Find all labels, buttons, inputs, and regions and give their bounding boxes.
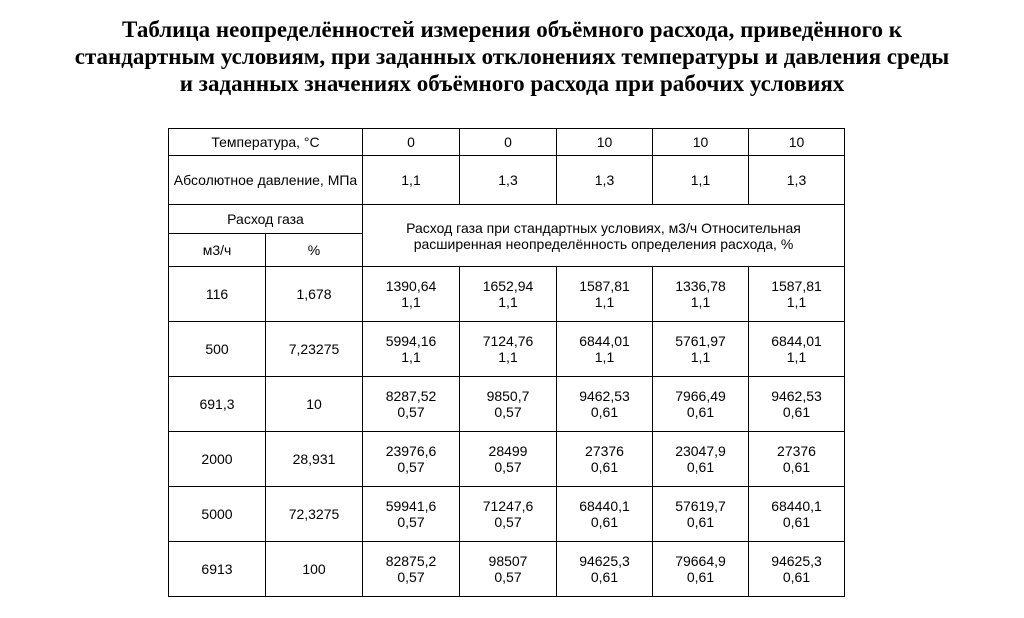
- result-cell: [557, 377, 653, 432]
- standard-flow-value: 6844,01: [579, 333, 630, 349]
- temperature-value: 10: [557, 129, 653, 156]
- uncertainty-value: 1,1: [594, 294, 615, 310]
- standard-flow-value: 28499: [488, 443, 528, 459]
- data-rows: [169, 267, 845, 597]
- result-cell: [653, 487, 749, 542]
- uncertainty-value: 0,61: [590, 569, 619, 585]
- flow-percent: 1,678: [266, 267, 363, 322]
- uncertainty-value: 1,1: [498, 349, 518, 365]
- result-cell: [460, 267, 557, 322]
- pressure-value: 1,3: [460, 156, 557, 205]
- uncertainty-value: 0,57: [494, 569, 522, 585]
- pressure-row: [169, 156, 845, 205]
- result-cell: [557, 542, 653, 597]
- title-line: стандартным условиям, при заданных отклонениях температуры и давления среды: [74, 44, 950, 69]
- result-cell: [749, 267, 845, 322]
- uncertainty-value: 0,61: [782, 514, 811, 530]
- gas-flow-header-row: [169, 205, 845, 234]
- pressure-label: Абсолютное давление, МПа: [169, 156, 363, 205]
- uncertainty-value: 1,1: [690, 349, 711, 365]
- result-cell: [653, 377, 749, 432]
- flow-value: 500: [169, 322, 266, 377]
- standard-flow-value: 1390,64: [385, 278, 437, 294]
- uncertainty-value: 0,61: [782, 404, 811, 420]
- uncertainty-value: 0,61: [686, 459, 715, 475]
- flow-value: 116: [169, 267, 266, 322]
- flow-value: 691,3: [169, 377, 266, 432]
- standard-flow-value: 8287,52: [385, 388, 437, 404]
- temperature-label: Температура, °C: [169, 129, 363, 156]
- pressure-value: 1,1: [363, 156, 460, 205]
- uncertainty-value: 1,1: [401, 294, 421, 310]
- flow-value: 5000: [169, 487, 266, 542]
- result-cell: [460, 487, 557, 542]
- result-cell: [557, 487, 653, 542]
- title-line: и заданных значениях объёмного расхода при рабочих условиях: [179, 71, 845, 96]
- unit-m3h-label: м3/ч: [169, 234, 266, 267]
- standard-flow-value: 9850,7: [486, 388, 530, 404]
- standard-flow-value: 79664,9: [675, 553, 726, 569]
- standard-flow-value: 1587,81: [771, 278, 822, 294]
- uncertainty-value: 0,61: [782, 459, 811, 475]
- standard-flow-value: 71247,6: [482, 498, 534, 514]
- result-cell: [653, 267, 749, 322]
- pressure-value: 1,3: [749, 156, 845, 205]
- result-cell: [363, 542, 460, 597]
- result-cell: [749, 377, 845, 432]
- result-cell: [363, 377, 460, 432]
- unit-percent-label: %: [266, 234, 363, 267]
- temperature-value: 0: [363, 129, 460, 156]
- standard-flow-value: 6844,01: [771, 333, 822, 349]
- flow-percent: 100: [266, 542, 363, 597]
- uncertainty-value: 1,1: [690, 294, 711, 310]
- result-cell: [749, 322, 845, 377]
- standard-flow-header: Расход газа при стандартных условиях, м3/ч Относительная расширенная неопределённость определения расхода, %: [363, 205, 845, 267]
- uncertainty-value: 1,1: [594, 349, 615, 365]
- flow-percent: 10: [266, 377, 363, 432]
- uncertainty-value: 0,61: [782, 569, 811, 585]
- standard-flow-value: 9462,53: [579, 388, 630, 404]
- result-cell: [749, 487, 845, 542]
- result-cell: [460, 377, 557, 432]
- result-cell: [749, 432, 845, 487]
- standard-flow-value: 9462,53: [771, 388, 822, 404]
- table-row: [169, 542, 845, 597]
- result-cell: [653, 542, 749, 597]
- result-cell: [363, 267, 460, 322]
- result-cell: [653, 432, 749, 487]
- uncertainty-table: [168, 128, 845, 597]
- uncertainty-value: 1,1: [401, 349, 421, 365]
- pressure-value: 1,3: [557, 156, 653, 205]
- result-cell: [749, 542, 845, 597]
- uncertainty-value: 0,61: [686, 569, 715, 585]
- result-cell: [460, 542, 557, 597]
- result-cell: [460, 322, 557, 377]
- temperature-value: 10: [749, 129, 845, 156]
- uncertainty-value: 0,57: [397, 404, 425, 420]
- table-row: [169, 377, 845, 432]
- result-cell: [460, 432, 557, 487]
- standard-flow-value: 68440,1: [579, 498, 630, 514]
- uncertainty-value: 0,57: [397, 569, 425, 585]
- table-row: [169, 267, 845, 322]
- uncertainty-value: 0,61: [590, 514, 619, 530]
- temperature-row: [169, 129, 845, 156]
- standard-flow-value: 82875,2: [385, 553, 437, 569]
- gas-flow-label: Расход газа: [169, 205, 363, 234]
- standard-flow-value: 94625,3: [771, 553, 822, 569]
- uncertainty-value: 0,57: [397, 459, 425, 475]
- uncertainty-value: 0,57: [494, 514, 522, 530]
- standard-flow-value: 7124,76: [482, 333, 534, 349]
- uncertainty-value: 0,61: [686, 404, 715, 420]
- uncertainty-value: 1,1: [786, 349, 807, 365]
- flow-percent: 7,23275: [266, 322, 363, 377]
- result-cell: [363, 322, 460, 377]
- uncertainty-value: 0,61: [686, 514, 715, 530]
- flow-value: 6913: [169, 542, 266, 597]
- uncertainty-value: 0,57: [494, 459, 522, 475]
- uncertainty-value: 1,1: [786, 294, 807, 310]
- result-cell: [557, 322, 653, 377]
- standard-flow-value: 27376: [777, 443, 816, 459]
- standard-flow-value: 5994,16: [385, 333, 437, 349]
- table-row: [169, 432, 845, 487]
- uncertainty-value: 0,61: [590, 459, 619, 475]
- standard-flow-value: 5761,97: [675, 333, 726, 349]
- uncertainty-value: 0,57: [494, 404, 522, 420]
- standard-flow-value: 27376: [585, 443, 624, 459]
- standard-flow-value: 23976,6: [385, 443, 437, 459]
- uncertainty-value: 0,61: [590, 404, 619, 420]
- standard-flow-value: 59941,6: [385, 498, 437, 514]
- pressure-value: 1,1: [653, 156, 749, 205]
- table-row: [169, 322, 845, 377]
- result-cell: [653, 322, 749, 377]
- standard-flow-value: 57619,7: [675, 498, 726, 514]
- uncertainty-value: 0,57: [397, 514, 425, 530]
- result-cell: [363, 487, 460, 542]
- flow-percent: 28,931: [266, 432, 363, 487]
- flow-value: 2000: [169, 432, 266, 487]
- result-cell: [363, 432, 460, 487]
- table-row: [169, 487, 845, 542]
- result-cell: [557, 267, 653, 322]
- standard-flow-value: 1336,78: [675, 278, 726, 294]
- standard-flow-value: 1652,94: [482, 278, 534, 294]
- page-title: [0, 16, 1024, 97]
- flow-percent: 72,3275: [266, 487, 363, 542]
- result-cell: [557, 432, 653, 487]
- standard-flow-value: 7966,49: [675, 388, 726, 404]
- standard-flow-value: 23047,9: [675, 443, 726, 459]
- standard-flow-value: 98507: [488, 553, 528, 569]
- temperature-value: 10: [653, 129, 749, 156]
- temperature-value: 0: [460, 129, 557, 156]
- standard-flow-value: 68440,1: [771, 498, 822, 514]
- uncertainty-value: 1,1: [498, 294, 518, 310]
- standard-flow-value: 1587,81: [579, 278, 630, 294]
- title-line: Таблица неопределённостей измерения объёмного расхода, приведённого к: [122, 17, 902, 42]
- standard-flow-value: 94625,3: [579, 553, 630, 569]
